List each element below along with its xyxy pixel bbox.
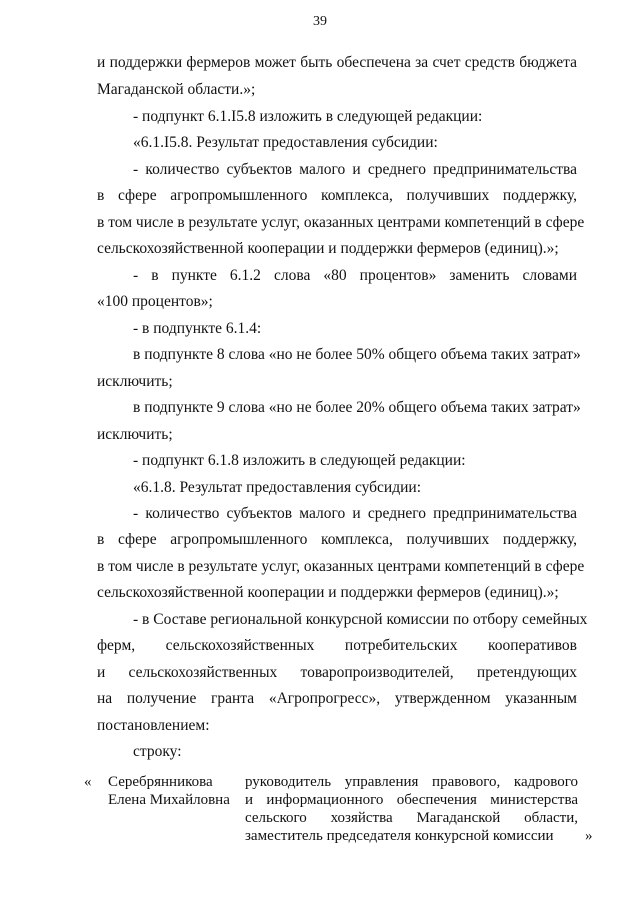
paragraph-line: - количество субъектов малого и среднего предпринимательства bbox=[133, 161, 577, 178]
paragraph-line: в том числе в результате услуг, оказанных центрами компетенций в сфере bbox=[97, 558, 585, 575]
close-quote: » bbox=[585, 828, 593, 844]
member-name-line: Серебрянникова bbox=[108, 774, 213, 790]
member-role-line: заместитель председателя конкурсной комиссии bbox=[245, 828, 554, 844]
paragraph-line: - подпункт 6.1.I5.8 изложить в следующей редакции: bbox=[133, 108, 483, 125]
paragraph-line: в том числе в результате услуг, оказанных центрами компетенций в сфере bbox=[97, 214, 585, 231]
page-number: 39 bbox=[313, 14, 327, 29]
paragraph-line: исключить; bbox=[97, 426, 173, 443]
member-role-line: руководитель управления правового, кадрового bbox=[245, 774, 578, 790]
paragraph-line: - в подпункте 6.1.4: bbox=[133, 320, 262, 337]
paragraph-line: в подпункте 9 слова «но не более 20% общего объема таких затрат» bbox=[133, 399, 581, 416]
paragraph-line: исключить; bbox=[97, 373, 173, 390]
paragraph-line: «6.1.I5.8. Результат предоставления субсидии: bbox=[133, 134, 438, 151]
paragraph-line: постановлением: bbox=[97, 717, 210, 734]
member-name-line: Елена Михайловна bbox=[108, 792, 230, 808]
member-role-line: сельского хозяйства Магаданской области, bbox=[245, 810, 578, 826]
paragraph-line: в подпункте 8 слова «но не более 50% общего объема таких затрат» bbox=[133, 346, 581, 363]
paragraph-line: ферм, сельскохозяйственных потребительских кооперативов bbox=[97, 637, 577, 654]
open-quote: « bbox=[84, 774, 92, 790]
member-role-line: и информационного обеспечения министерства bbox=[245, 792, 578, 808]
paragraph-line: в сфере агропромышленного комплекса, получивших поддержку, bbox=[97, 531, 577, 548]
paragraph-line: и поддержки фермеров может быть обеспечена за счет средств бюджета bbox=[97, 54, 577, 71]
paragraph-line: Магаданской области.»; bbox=[97, 81, 256, 98]
paragraph-line: - количество субъектов малого и среднего предпринимательства bbox=[133, 505, 577, 522]
paragraph-line: сельскохозяйственной кооперации и поддержки фермеров (единиц).»; bbox=[97, 584, 559, 601]
paragraph-line: и сельскохозяйственных товаропроизводителей, претендующих bbox=[97, 664, 577, 681]
paragraph-line: «6.1.8. Результат предоставления субсидии: bbox=[133, 479, 422, 496]
paragraph-line: сельскохозяйственной кооперации и поддержки фермеров (единиц).»; bbox=[97, 240, 559, 257]
paragraph-line: - в Составе региональной конкурсной комиссии по отбору семейных bbox=[133, 611, 588, 628]
paragraph-line: в сфере агропромышленного комплекса, получивших поддержку, bbox=[97, 187, 577, 204]
paragraph-line: - подпункт 6.1.8 изложить в следующей редакции: bbox=[133, 452, 466, 469]
paragraph-line: строку: bbox=[133, 743, 182, 760]
paragraph-line: - в пункте 6.1.2 слова «80 процентов» заменить словами bbox=[133, 267, 577, 284]
paragraph-line: «100 процентов»; bbox=[97, 293, 213, 310]
paragraph-line: на получение гранта «Агропрогресс», утвержденном указанным bbox=[97, 690, 577, 707]
